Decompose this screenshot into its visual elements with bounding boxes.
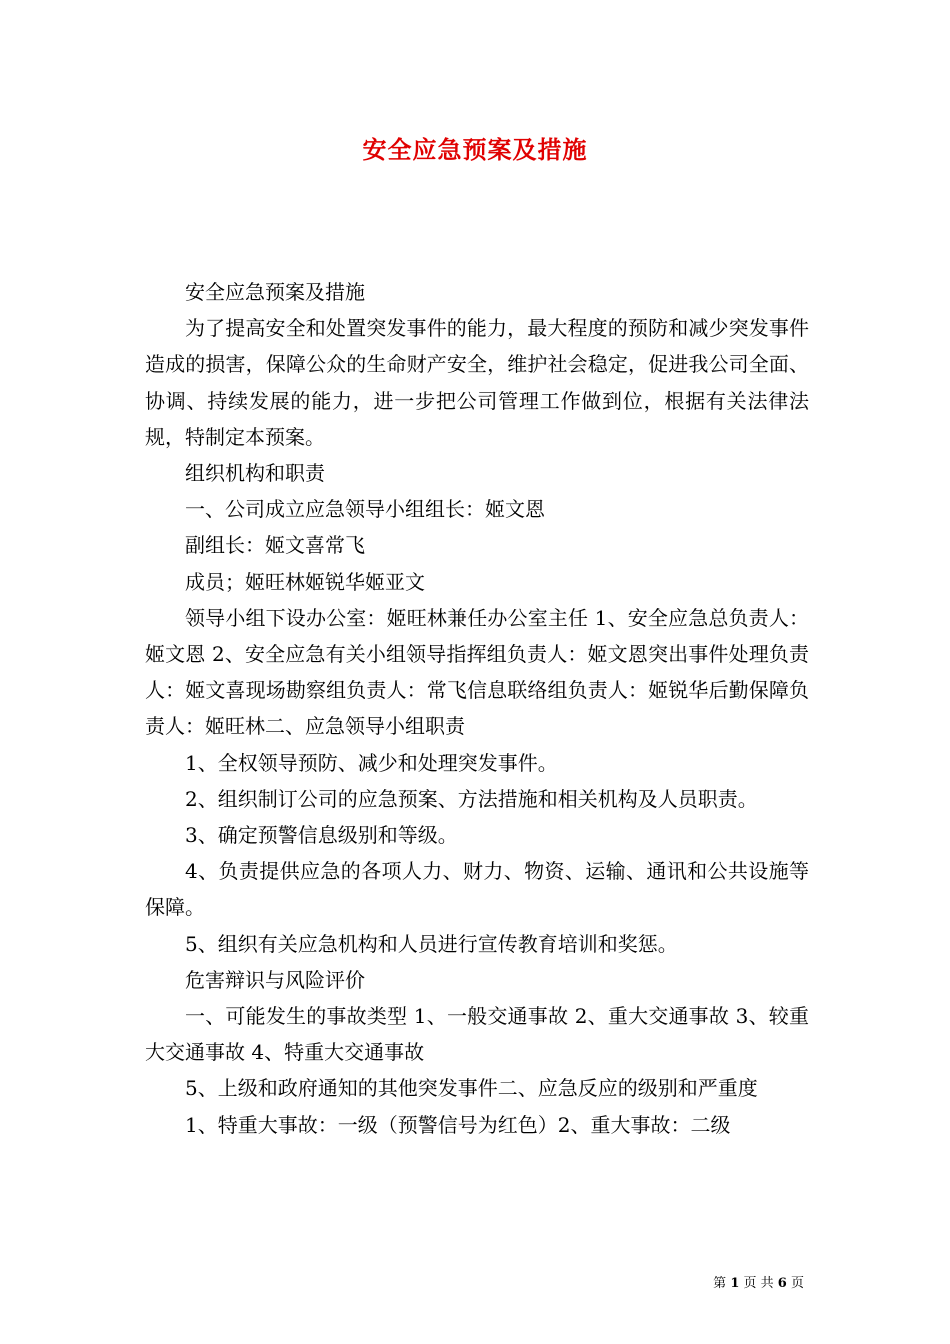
document-body [145, 274, 809, 1143]
document-title: 安全应急预案及措施 [362, 135, 588, 164]
paragraph: 成员；姬旺林姬锐华姬亚文 [185, 569, 425, 594]
footer-prefix: 第 [713, 1276, 727, 1291]
paragraph: 2、组织制订公司的应急预案、方法措施和相关机构及人员职责。 [185, 786, 758, 811]
footer-suffix: 页 [790, 1276, 804, 1291]
paragraph: 副组长：姬文喜常飞 [185, 533, 365, 558]
paragraph: 1、特重大事故：一级（预警信号为红色）2、重大事故：二级 [185, 1112, 731, 1137]
paragraph: 5、组织有关应急机构和人员进行宣传教育培训和奖惩。 [185, 931, 678, 956]
paragraph: 一、可能发生的事故类型 1、一般交通事故 2、重大交通事故 3、较重大交通事故 4、特重大交通事故 [145, 1004, 809, 1065]
paragraph: 一、公司成立应急领导小组组长：姬文恩 [185, 497, 545, 522]
paragraph: 领导小组下设办公室：姬旺林兼任办公室主任 1、安全应急总负责人：姬文恩 2、安全应急有关小组领导指挥组负责人：姬文恩突出事件处理负责人：姬文喜现场勘察组负责人：常飞信息联络组负责人：姬锐华后勤保障负责人：姬旺林二、应急领导小组职责 [145, 605, 809, 739]
footer-current-page: 1 [730, 1276, 740, 1291]
paragraph: 4、负责提供应急的各项人力、财力、物资、运输、通讯和公共设施等保障。 [145, 859, 809, 920]
paragraph: 5、上级和政府通知的其他突发事件二、应急反应的级别和严重度 [185, 1076, 758, 1101]
page-number-footer [713, 1275, 804, 1293]
footer-middle: 页 共 [743, 1276, 774, 1291]
footer-total-pages: 6 [777, 1276, 787, 1291]
paragraph: 为了提高安全和处置突发事件的能力，最大程度的预防和减少突发事件造成的损害，保障公众的生命财产安全，维护社会稳定，促进我公司全面、协调、持续发展的能力，进一步把公司管理工作做到位，根据有关法律法规，特制定本预案。 [145, 316, 809, 449]
paragraph: 1、全权领导预防、减少和处理突发事件。 [185, 750, 558, 775]
paragraph: 组织机构和职责 [185, 461, 325, 486]
paragraph: 3、确定预警信息级别和等级。 [185, 823, 458, 848]
paragraph: 安全应急预案及措施 [185, 280, 365, 304]
paragraph: 危害辩识与风险评价 [185, 967, 365, 992]
